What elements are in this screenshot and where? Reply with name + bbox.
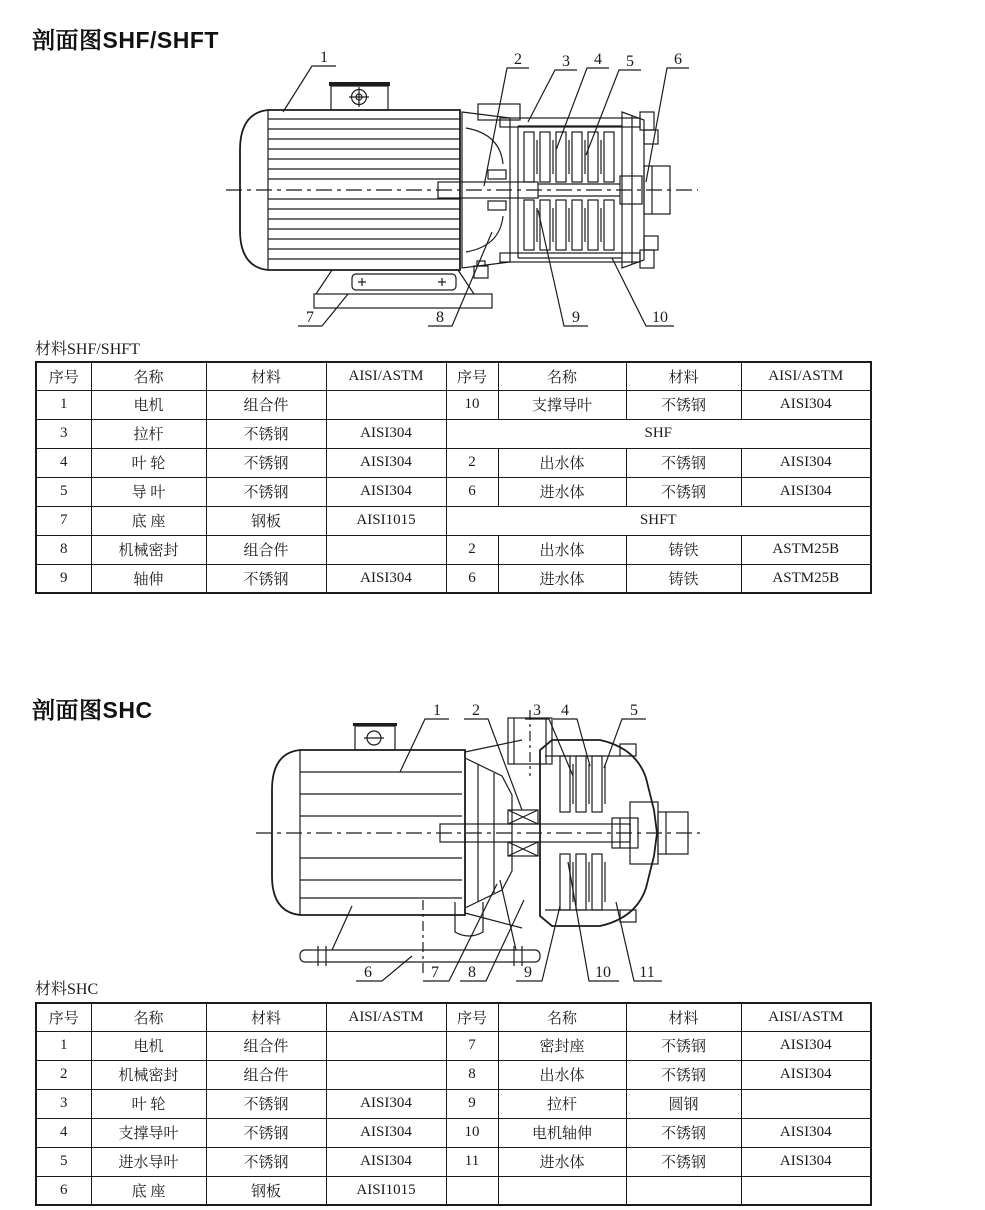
- table-cell: 支撑导叶: [91, 1118, 206, 1147]
- table-cell: 不锈钢: [626, 448, 741, 477]
- callout-8: 8: [468, 964, 476, 981]
- table-cell: AISI304: [326, 1147, 446, 1176]
- table-cell: 组合件: [206, 1031, 326, 1060]
- table-cell: 9: [36, 564, 91, 593]
- table-cell: 8: [446, 1060, 498, 1089]
- callout-6: 6: [674, 51, 682, 68]
- materials-label-shf-shft: 材料SHF/SHFT: [35, 341, 140, 358]
- table-cell: 进水体: [498, 477, 626, 506]
- column-header: 名称: [91, 362, 206, 390]
- table-cell: 不锈钢: [206, 1089, 326, 1118]
- table-cell: 不锈钢: [626, 1147, 741, 1176]
- table-cell: 轴伸: [91, 564, 206, 593]
- table-cell: 钢板: [206, 1176, 326, 1205]
- table-cell: 组合件: [206, 390, 326, 419]
- table-cell: 3: [36, 419, 91, 448]
- pump-head: [438, 104, 670, 268]
- table-cell: [326, 390, 446, 419]
- table-cell: 铸铁: [626, 535, 741, 564]
- table-cell: 1: [36, 1031, 91, 1060]
- callout-leaders: [283, 66, 689, 326]
- table-cell: [498, 1176, 626, 1205]
- motor-body: [272, 750, 465, 975]
- section2-title: 剖面图SHC: [32, 697, 153, 723]
- terminal-box: [353, 723, 397, 750]
- table-cell: 导 叶: [91, 477, 206, 506]
- column-header: 材料: [626, 362, 741, 390]
- table-cell: 不锈钢: [626, 477, 741, 506]
- table-cell: [741, 1176, 871, 1205]
- materials-table-shc: [35, 1002, 872, 1206]
- table-row: [36, 1089, 871, 1118]
- table-row: [36, 1060, 871, 1089]
- column-header: 材料: [206, 1003, 326, 1031]
- table-cell: 8: [36, 535, 91, 564]
- callout-8: 8: [436, 309, 444, 326]
- table-cell: 6: [446, 477, 498, 506]
- shf-shft-cross-section-diagram: [0, 0, 985, 340]
- table-cell: [326, 535, 446, 564]
- table-cell: 不锈钢: [206, 448, 326, 477]
- table-cell: AISI304: [326, 448, 446, 477]
- table-row: [36, 448, 871, 477]
- table-cell: 拉杆: [498, 1089, 626, 1118]
- table-cell: 4: [36, 448, 91, 477]
- table-row: [36, 1176, 871, 1205]
- table-cell: 支撑导叶: [498, 390, 626, 419]
- materials-table-shf-shft: [35, 361, 872, 594]
- table-cell: 出水体: [498, 535, 626, 564]
- table-cell: 机械密封: [91, 535, 206, 564]
- table-row: [36, 564, 871, 593]
- table-cell: 叶 轮: [91, 1089, 206, 1118]
- column-header: 材料: [206, 362, 326, 390]
- table-cell: 电机轴伸: [498, 1118, 626, 1147]
- table-cell: 10: [446, 1118, 498, 1147]
- table-cell: ASTM25B: [741, 535, 871, 564]
- table-cell: 7: [446, 1031, 498, 1060]
- table-cell: AISI304: [741, 390, 871, 419]
- column-header: 序号: [446, 362, 498, 390]
- table-cell: 10: [446, 390, 498, 419]
- table-cell: AISI1015: [326, 506, 446, 535]
- callout-leaders: [356, 719, 662, 981]
- table-cell: 5: [36, 477, 91, 506]
- table-cell: AISI304: [741, 1118, 871, 1147]
- callout-9: 9: [572, 309, 580, 326]
- table-cell: 钢板: [206, 506, 326, 535]
- table-cell: [326, 1060, 446, 1089]
- callout-10: 10: [652, 309, 668, 326]
- table-cell: 铸铁: [626, 564, 741, 593]
- callout-4: 4: [594, 51, 602, 68]
- callout-7: 7: [306, 309, 314, 326]
- table-row: [36, 390, 871, 419]
- table-cell: AISI304: [741, 448, 871, 477]
- table-cell: 电机: [91, 390, 206, 419]
- table-cell: [446, 1176, 498, 1205]
- table-row: [36, 419, 871, 448]
- table-cell: 圆钢: [626, 1089, 741, 1118]
- lantern-adapter: [465, 740, 522, 928]
- column-header: 材料: [626, 1003, 741, 1031]
- callout-1: 1: [320, 49, 328, 66]
- variant-header-cell: SHFT: [446, 506, 871, 535]
- table-cell: 9: [446, 1089, 498, 1118]
- callout-9: 9: [524, 964, 532, 981]
- table-cell: ASTM25B: [741, 564, 871, 593]
- pump-casing: [508, 710, 688, 926]
- terminal-box: [329, 82, 390, 110]
- table-cell: AISI304: [326, 477, 446, 506]
- table-cell: 不锈钢: [206, 1147, 326, 1176]
- callout-1: 1: [433, 702, 441, 719]
- table-cell: [741, 1089, 871, 1118]
- table-row: [36, 1147, 871, 1176]
- table-cell: 2: [446, 535, 498, 564]
- table-cell: 密封座: [498, 1031, 626, 1060]
- callout-7: 7: [431, 964, 439, 981]
- table-cell: 4: [36, 1118, 91, 1147]
- table-cell: 不锈钢: [206, 1118, 326, 1147]
- column-header: 序号: [36, 362, 91, 390]
- column-header: AISI/ASTM: [326, 1003, 446, 1031]
- callout-5: 5: [626, 53, 634, 70]
- table-cell: 不锈钢: [626, 1118, 741, 1147]
- table-cell: 进水体: [498, 1147, 626, 1176]
- table-cell: AISI304: [326, 1118, 446, 1147]
- table-row: [36, 1118, 871, 1147]
- table-cell: 不锈钢: [206, 419, 326, 448]
- table-cell: 不锈钢: [206, 477, 326, 506]
- table-cell: 不锈钢: [626, 390, 741, 419]
- table-cell: 2: [446, 448, 498, 477]
- table-cell: AISI304: [326, 419, 446, 448]
- table-cell: 组合件: [206, 1060, 326, 1089]
- table-row: [36, 1003, 871, 1031]
- table-cell: 3: [36, 1089, 91, 1118]
- callout-10: 10: [595, 964, 611, 981]
- table-cell: 出水体: [498, 1060, 626, 1089]
- variant-header-cell: SHF: [446, 419, 871, 448]
- table-cell: AISI304: [741, 1060, 871, 1089]
- table-cell: 2: [36, 1060, 91, 1089]
- table-cell: 出水体: [498, 448, 626, 477]
- table-row: [36, 362, 871, 390]
- table-cell: 电机: [91, 1031, 206, 1060]
- callout-3: 3: [562, 53, 570, 70]
- section1-title: 剖面图SHF/SHFT: [32, 27, 219, 53]
- table-cell: 进水体: [498, 564, 626, 593]
- column-header: 序号: [446, 1003, 498, 1031]
- callout-11: 11: [639, 964, 655, 981]
- materials-label-shc: 材料SHC: [35, 981, 99, 998]
- table-row: [36, 477, 871, 506]
- callout-4: 4: [561, 702, 569, 719]
- table-cell: 机械密封: [91, 1060, 206, 1089]
- column-header: 名称: [498, 1003, 626, 1031]
- table-cell: 叶 轮: [91, 448, 206, 477]
- table-cell: 进水导叶: [91, 1147, 206, 1176]
- column-header: AISI/ASTM: [741, 1003, 871, 1031]
- column-header: 序号: [36, 1003, 91, 1031]
- table-cell: AISI1015: [326, 1176, 446, 1205]
- table-row: [36, 1031, 871, 1060]
- callout-2: 2: [472, 702, 480, 719]
- table-cell: [626, 1176, 741, 1205]
- table-cell: 1: [36, 390, 91, 419]
- table-cell: AISI304: [326, 1089, 446, 1118]
- table-cell: 5: [36, 1147, 91, 1176]
- table-cell: 11: [446, 1147, 498, 1176]
- table-cell: 6: [36, 1176, 91, 1205]
- table-cell: AISI304: [741, 477, 871, 506]
- table-cell: 底 座: [91, 506, 206, 535]
- callout-5: 5: [630, 702, 638, 719]
- table-cell: 底 座: [91, 1176, 206, 1205]
- callout-3: 3: [533, 702, 541, 719]
- column-header: 名称: [91, 1003, 206, 1031]
- table-cell: [326, 1031, 446, 1060]
- column-header: 名称: [498, 362, 626, 390]
- shc-cross-section-diagram: [0, 690, 985, 990]
- table-cell: AISI304: [741, 1031, 871, 1060]
- table-row: [36, 506, 871, 535]
- table-cell: 6: [446, 564, 498, 593]
- table-cell: 不锈钢: [206, 564, 326, 593]
- column-header: AISI/ASTM: [326, 362, 446, 390]
- table-row: [36, 535, 871, 564]
- column-header: AISI/ASTM: [741, 362, 871, 390]
- table-cell: 不锈钢: [626, 1060, 741, 1089]
- table-cell: 组合件: [206, 535, 326, 564]
- table-cell: 7: [36, 506, 91, 535]
- table-cell: 拉杆: [91, 419, 206, 448]
- callout-6: 6: [364, 964, 372, 981]
- table-cell: AISI304: [326, 564, 446, 593]
- table-cell: AISI304: [741, 1147, 871, 1176]
- table-cell: 不锈钢: [626, 1031, 741, 1060]
- callout-2: 2: [514, 51, 522, 68]
